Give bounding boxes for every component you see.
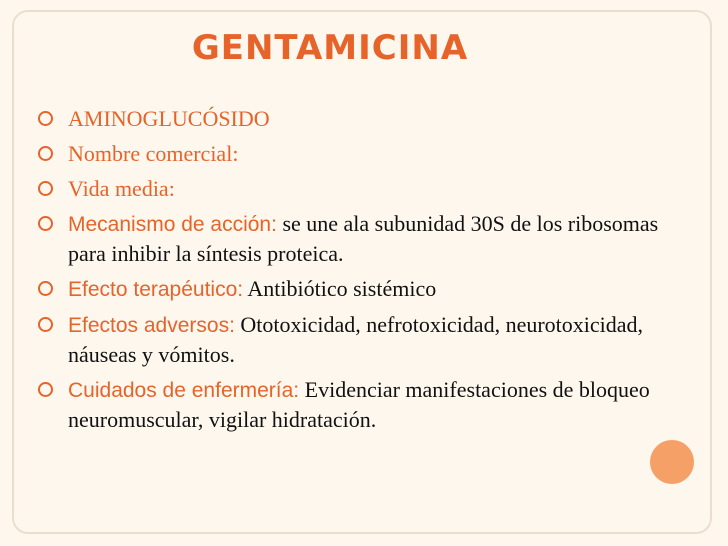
item-text: Antibiótico sistémico [247,276,437,301]
item-label: Vida media: [68,176,175,201]
list-item [34,375,684,434]
list-item [34,274,684,304]
bullet-circle-icon [38,382,53,397]
item-label: Efectos adversos: [68,314,235,337]
bullet-list [34,104,684,440]
bullet-circle-icon [38,317,53,332]
item-label: Efecto terapéutico: [68,278,244,301]
list-item [34,174,684,203]
decorative-circle [650,440,694,484]
bullet-circle-icon [38,111,53,126]
list-item [34,209,684,268]
bullet-circle-icon [38,181,53,196]
bullet-circle-icon [38,281,53,296]
item-text: Ototoxicidad, nefrotoxicidad, neurotoxicidad, náuseas y vómitos. [68,312,644,367]
list-item [34,139,684,168]
item-label: Nombre comercial: [68,141,239,166]
item-text: Evidenciar manifestaciones de bloqueo neuromuscular, vigilar hidratación. [68,377,650,432]
list-item [34,104,684,133]
item-label: Cuidados de enfermería: [68,379,300,402]
slide-title: GENTAMICINA [191,28,469,68]
item-label: Mecanismo de acción: [68,213,277,236]
item-label: AMINOGLUCÓSIDO [68,106,270,131]
bullet-circle-icon [38,146,53,161]
item-text: se une ala subunidad 30S de los ribosomas para inhibir la síntesis proteica. [68,211,659,266]
list-item [34,310,684,369]
bullet-circle-icon [38,216,53,231]
